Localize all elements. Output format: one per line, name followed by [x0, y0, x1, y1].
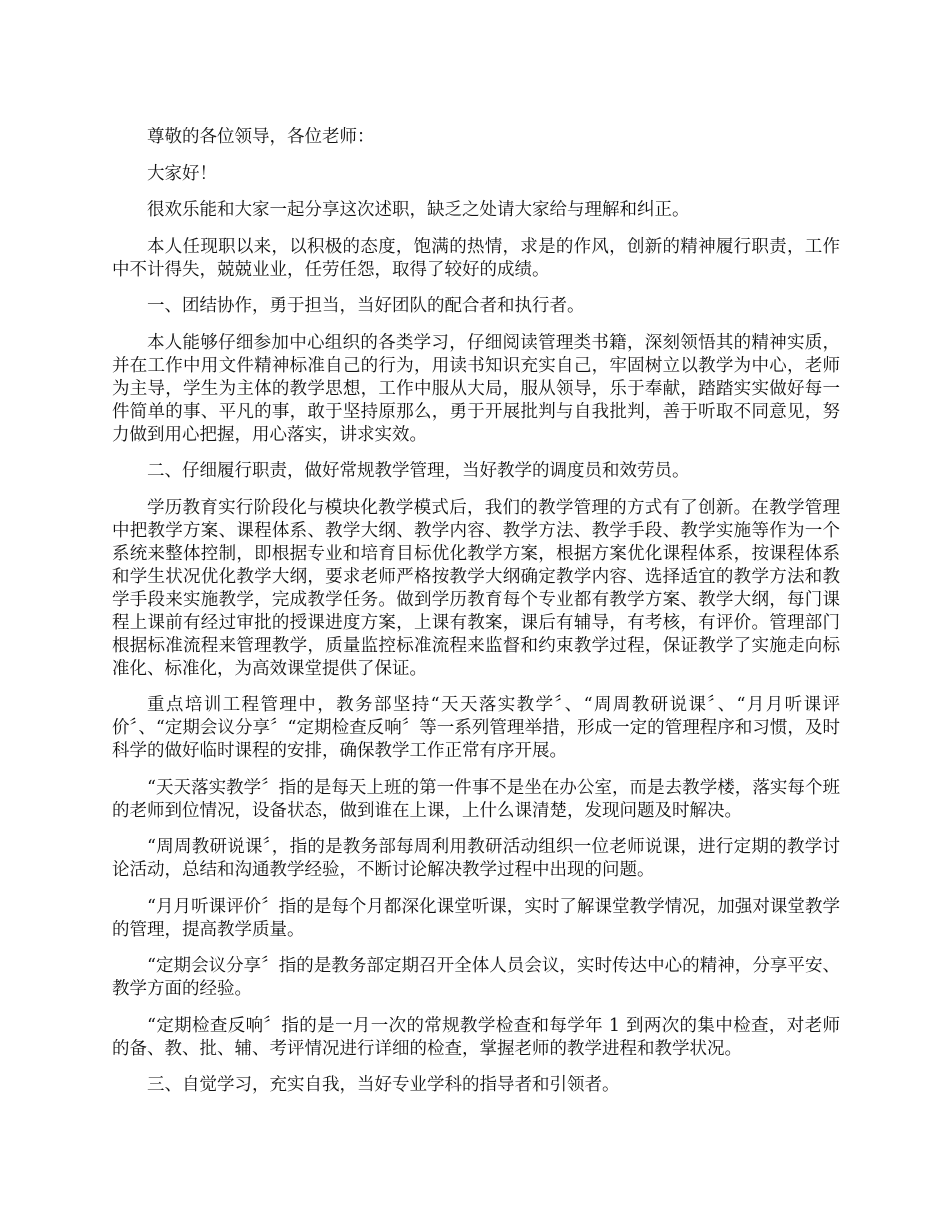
weekly-research-paragraph: “周周教研说课〞，指的是教务部每周利用教研活动组织一位老师说课，进行定期的教学讨论活动，总结和沟通教学经验，不断讨论解决教学过程中出现的问题。: [112, 837, 840, 880]
monthly-evaluation-paragraph: “月月听课评价〞指的是每个月都深化课堂听课，实时了解课堂教学情况，加强对课堂教学的管理，提高教学质量。: [112, 896, 840, 940]
section-2-paragraph-1: 学历教育实行阶段化与模块化教学模式后，我们的教学管理的方式有了创新。在教学管理中把教学方案、课程体系、教学大纲、教学内容、教学方法、教学手段、教学实施等作为一个系统来整体控制，即根据专业和培育目标优化教学方案，根据方案优化课程体系，按课程体系和学生状况优化教学大纲，要求老师严格按教学大纲确定教学内容、选择适宜的教学方法和教学手段来实施教学，完成教学任务。做到学历教育每个专业都有教学方案、教学大纲，每门课程上课前有经过审批的授课进度方案，上课有教案，课后有辅导，有考核，有评价。管理部门根据标准流程来管理教学，质量监控标准流程来监督和约束教学过程，保证教学了实施走向标准化、标准化，为高效课堂提供了保证。: [112, 497, 840, 679]
greeting: 大家好！: [147, 163, 217, 184]
daily-teaching-paragraph: “天天落实教学〞指的是每天上班的第一件事不是坐在办公室，而是去教学楼，落实每个班的老师到位情况，设备状态，做到谁在上课，上什么课清楚，发现问题及时解决。: [112, 777, 840, 821]
section-1-paragraph: 本人能够仔细参加中心组织的各类学习，仔细阅读管理类书籍，深刻领悟其的精神实质，并在工作中用文件精神标准自己的行为，用读书知识充实自己，牢固树立以教学为中心，老师为主导，学生为主体的教学思想，工作中服从大局，服从领导，乐于奉献，踏踏实实做好每一件简单的事、平凡的事，敢于坚持原那么，勇于开展批判与自我批判，善于听取不同意见，努力做到用心把握，用心落实，讲求实效。: [112, 332, 840, 445]
salutation: 尊敬的各位领导，各位老师：: [147, 127, 375, 147]
regular-meeting-paragraph: “定期会议分享〞指的是教务部定期召开全体人员会议，实时传达中心的精神，分享平安、教学方面的经验。: [112, 956, 840, 999]
section-heading-2: 二、仔细履行职责，做好常规教学管理，当好教学的调度员和效劳员。: [147, 461, 690, 481]
regular-inspection-paragraph: “定期检查反响〞指的是一月一次的常规教学检查和每学年 1 到两次的集中检查，对老师的备、教、批、辅、考评情况进行详细的检查，掌握老师的教学进程和教学状况。: [112, 1015, 840, 1059]
opening-paragraph: 很欢乐能和大家一起分享这次述职，缺乏之处请大家给与理解和纠正。: [147, 200, 690, 220]
section-heading-3: 三、自觉学习，充实自我，当好专业学科的指导者和引领者。: [147, 1075, 620, 1095]
intro-paragraph: 本人任现职以来，以积极的态度，饱满的热情，求是的作风，创新的精神履行职责，工作中不计得失，兢兢业业，任劳任怨，取得了较好的成绩。: [112, 236, 840, 280]
document-body: [112, 126, 840, 1111]
section-2-paragraph-2: 重点培训工程管理中，教务部坚持“天天落实教学〞、“周周教研说课〞、“月月听课评价〞、“定期会议分享〞“定期检查反响〞等一系列管理举措，形成一定的管理程序和习惯，及时科学的做好临时课程的安排，确保教学工作正常有序开展。: [112, 695, 840, 761]
section-heading-1: 一、团结协作，勇于担当，当好团队的配合者和执行者。: [147, 296, 585, 316]
